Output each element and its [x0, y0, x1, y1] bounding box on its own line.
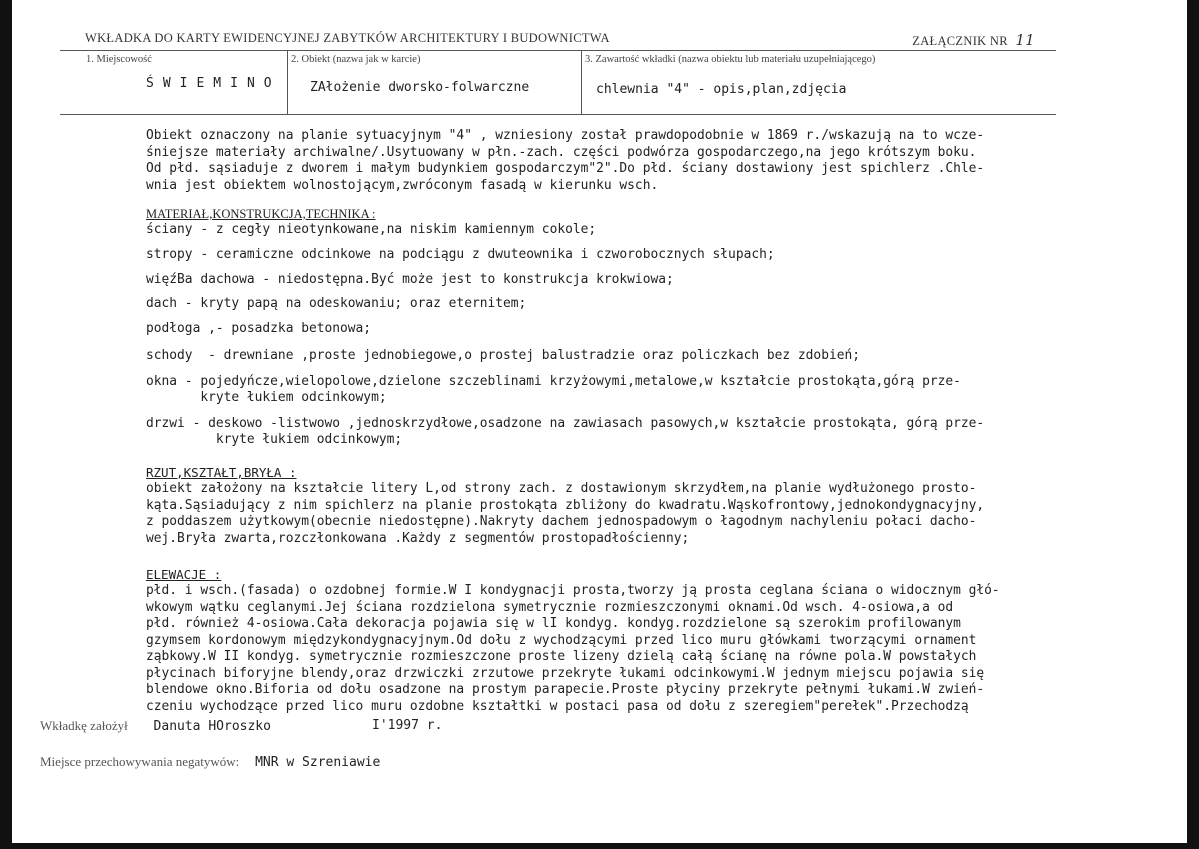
plan-line: obiekt założony na kształcie litery L,od strony zach. z dostawionym skrzydłem,na planie wydłużonego prosto-: [146, 481, 977, 496]
scan-border-right: [1187, 0, 1199, 849]
material-item: dach - kryty papą na odeskowaniu; oraz eternitem;: [146, 296, 527, 311]
intro-paragraph: [146, 128, 1076, 194]
author-name: Danuta HOroszko: [153, 719, 271, 734]
elevations-heading: ELEWACJE :: [146, 567, 222, 582]
plan-line: z poddaszem użytkowym(obecnie niedostępne).Nakryty dachem jednospadowym o łagodnym nachyleniu połaci dacho-: [146, 514, 977, 529]
negatives-row: [40, 754, 380, 770]
table-divider-1: [287, 50, 288, 114]
intro-line: Od płd. sąsiaduje z dworem i małym budynkiem gospodarczym"2".Do płd. ściany dostawiony jest spichlerz .Chle-: [146, 161, 985, 176]
elevations-line: płd. również 4-osiowa.Cała dekoracja pojawia się w lI kondyg. kondyg.rozdzielone są szerokim profilowanym: [146, 616, 961, 631]
author-label: Wkładkę założył: [40, 718, 128, 733]
elevations-line: blendowe okno.Biforia od dołu osadzone na prostym parapecie.Proste płyciny przekryte pełnymi łukami.W zwień-: [146, 682, 985, 697]
contents-value: chlewnia "4" - opis,plan,zdjęcia: [596, 82, 847, 97]
annex-number: 11: [1015, 31, 1035, 49]
elevations-line: gzymsem kordonowym międzykondygnacyjnym.Od dołu z wychodzącymi przed lico muru główkami tworzącymi ornament: [146, 632, 977, 648]
material-item: podłoga ,- posadzka betonowa;: [146, 321, 372, 336]
plan-heading: RZUT,KSZTAŁT,BRYŁA :: [146, 465, 297, 480]
object-label: 2. Obiekt (nazwa jak w karcie): [291, 54, 421, 65]
table-divider-2: [581, 50, 582, 114]
table-top-rule: [60, 50, 1056, 51]
author-row: [40, 718, 271, 734]
material-item: drzwi - deskowo -listwowo ,jednoskrzydłowe,osadzone na zawiasach pasowych,w kształcie prostokąta, górą prze-: [146, 416, 985, 431]
material-item: kryte łukiem odcinkowym;: [146, 432, 403, 447]
negatives-value: MNR w Szreniawie: [255, 755, 381, 770]
negatives-label: Miejsce przechowywania negatywów:: [40, 754, 240, 769]
material-item: stropy - ceramiczne odcinkowe na podciągu z dwuteownika i czworobocznych słupach;: [146, 247, 775, 262]
object-value: ZAłożenie dworsko-folwarczne: [310, 80, 530, 95]
annex-label-group: [912, 31, 1035, 49]
material-item: więźBa dachowa - niedostępna.Być może jest to konstrukcja krokwiowa;: [146, 272, 674, 287]
material-item: schody - drewniane ,proste jednobiegowe,o prostej balustradzie oraz policzkach bez zdobień;: [146, 348, 860, 363]
material-heading: MATERIAŁ,KONSTRUKCJA,TECHNIKA :: [146, 207, 376, 221]
locality-label: 1. Miejscowość: [86, 54, 152, 65]
form-title: WKŁADKA DO KARTY EWIDENCYJNEJ ZABYTKÓW ARCHITEKTURY I BUDOWNICTWA: [85, 31, 610, 45]
plan-paragraph: [146, 481, 1076, 547]
elevations-line: czeniu wychodzące przed lico muru ozdobne kształtki w postaci pasa od dołu z szeregiem"perełek".Przechodzą: [146, 698, 969, 714]
contents-label: 3. Zawartość wkładki (nazwa obiektu lub materiału uzupełniającego): [585, 54, 876, 65]
table-bottom-rule: [60, 114, 1056, 115]
author-date: I'1997 r.: [372, 718, 443, 733]
elevations-line: płd. i wsch.(fasada) o ozdobnej formie.W I kondygnacji prosta,tworzy ją prosta ceglana ściana o widocznym głó-: [146, 583, 1000, 598]
form-header: [85, 31, 1035, 49]
intro-line: śniejsze materiały archiwalne/.Usytuowany w płn.-zach. części podwórza gospodarczego,na jego krótszym boku.: [146, 144, 977, 160]
plan-line: kąta.Sąsiadujący z nim spichlerz na planie prostokąta zbliżony do kwadratu.Wąskofrontowy,jednokondygnacyjny,: [146, 497, 985, 513]
elevations-paragraph: [146, 583, 1076, 715]
scan-border-left: [0, 0, 12, 849]
elevations-line: wkowym wątku ceglanymi.Jej ściana rozdzielona symetrycznie rozmieszczonymi oknami.Od wsch. 4-osiowa,a od: [146, 599, 954, 615]
locality-value: ŚWIEMINO: [146, 76, 281, 91]
material-item: okna - pojedyńcze,wielopolowe,dzielone szczeblinami krzyżowymi,metalowe,w kształcie prostokąta,górą prze-: [146, 374, 961, 389]
elevations-line: ząbkowy.W II kondyg. symetrycznie rozmieszczone proste lizeny dzielą całą ścianę na równe pola.W powstałych: [146, 649, 977, 664]
intro-line: wnia jest obiektem wolnostojącym,zwróconym fasadą w kierunku wsch.: [146, 177, 659, 193]
scan-border-bottom: [0, 843, 1199, 849]
material-item: kryte łukiem odcinkowym;: [146, 390, 387, 405]
elevations-line: płycinach biforyjne blendy,oraz drzwiczki zrzutowe przekryte łukami odcinkowymi.W jednym miejscu pojawia się: [146, 665, 985, 681]
plan-line: wej.Bryła zwarta,rozczłonkowana .Każdy z segmentów prostopadłościenny;: [146, 530, 690, 546]
material-item: ściany - z cegły nieotynkowane,na niskim kamiennym cokole;: [146, 222, 597, 237]
annex-label: ZAŁĄCZNIK NR: [912, 34, 1008, 48]
intro-line: Obiekt oznaczony na planie sytuacyjnym "4" , wzniesiony został prawdopodobnie w 1869 r./wskazują na to wcze-: [146, 128, 985, 143]
